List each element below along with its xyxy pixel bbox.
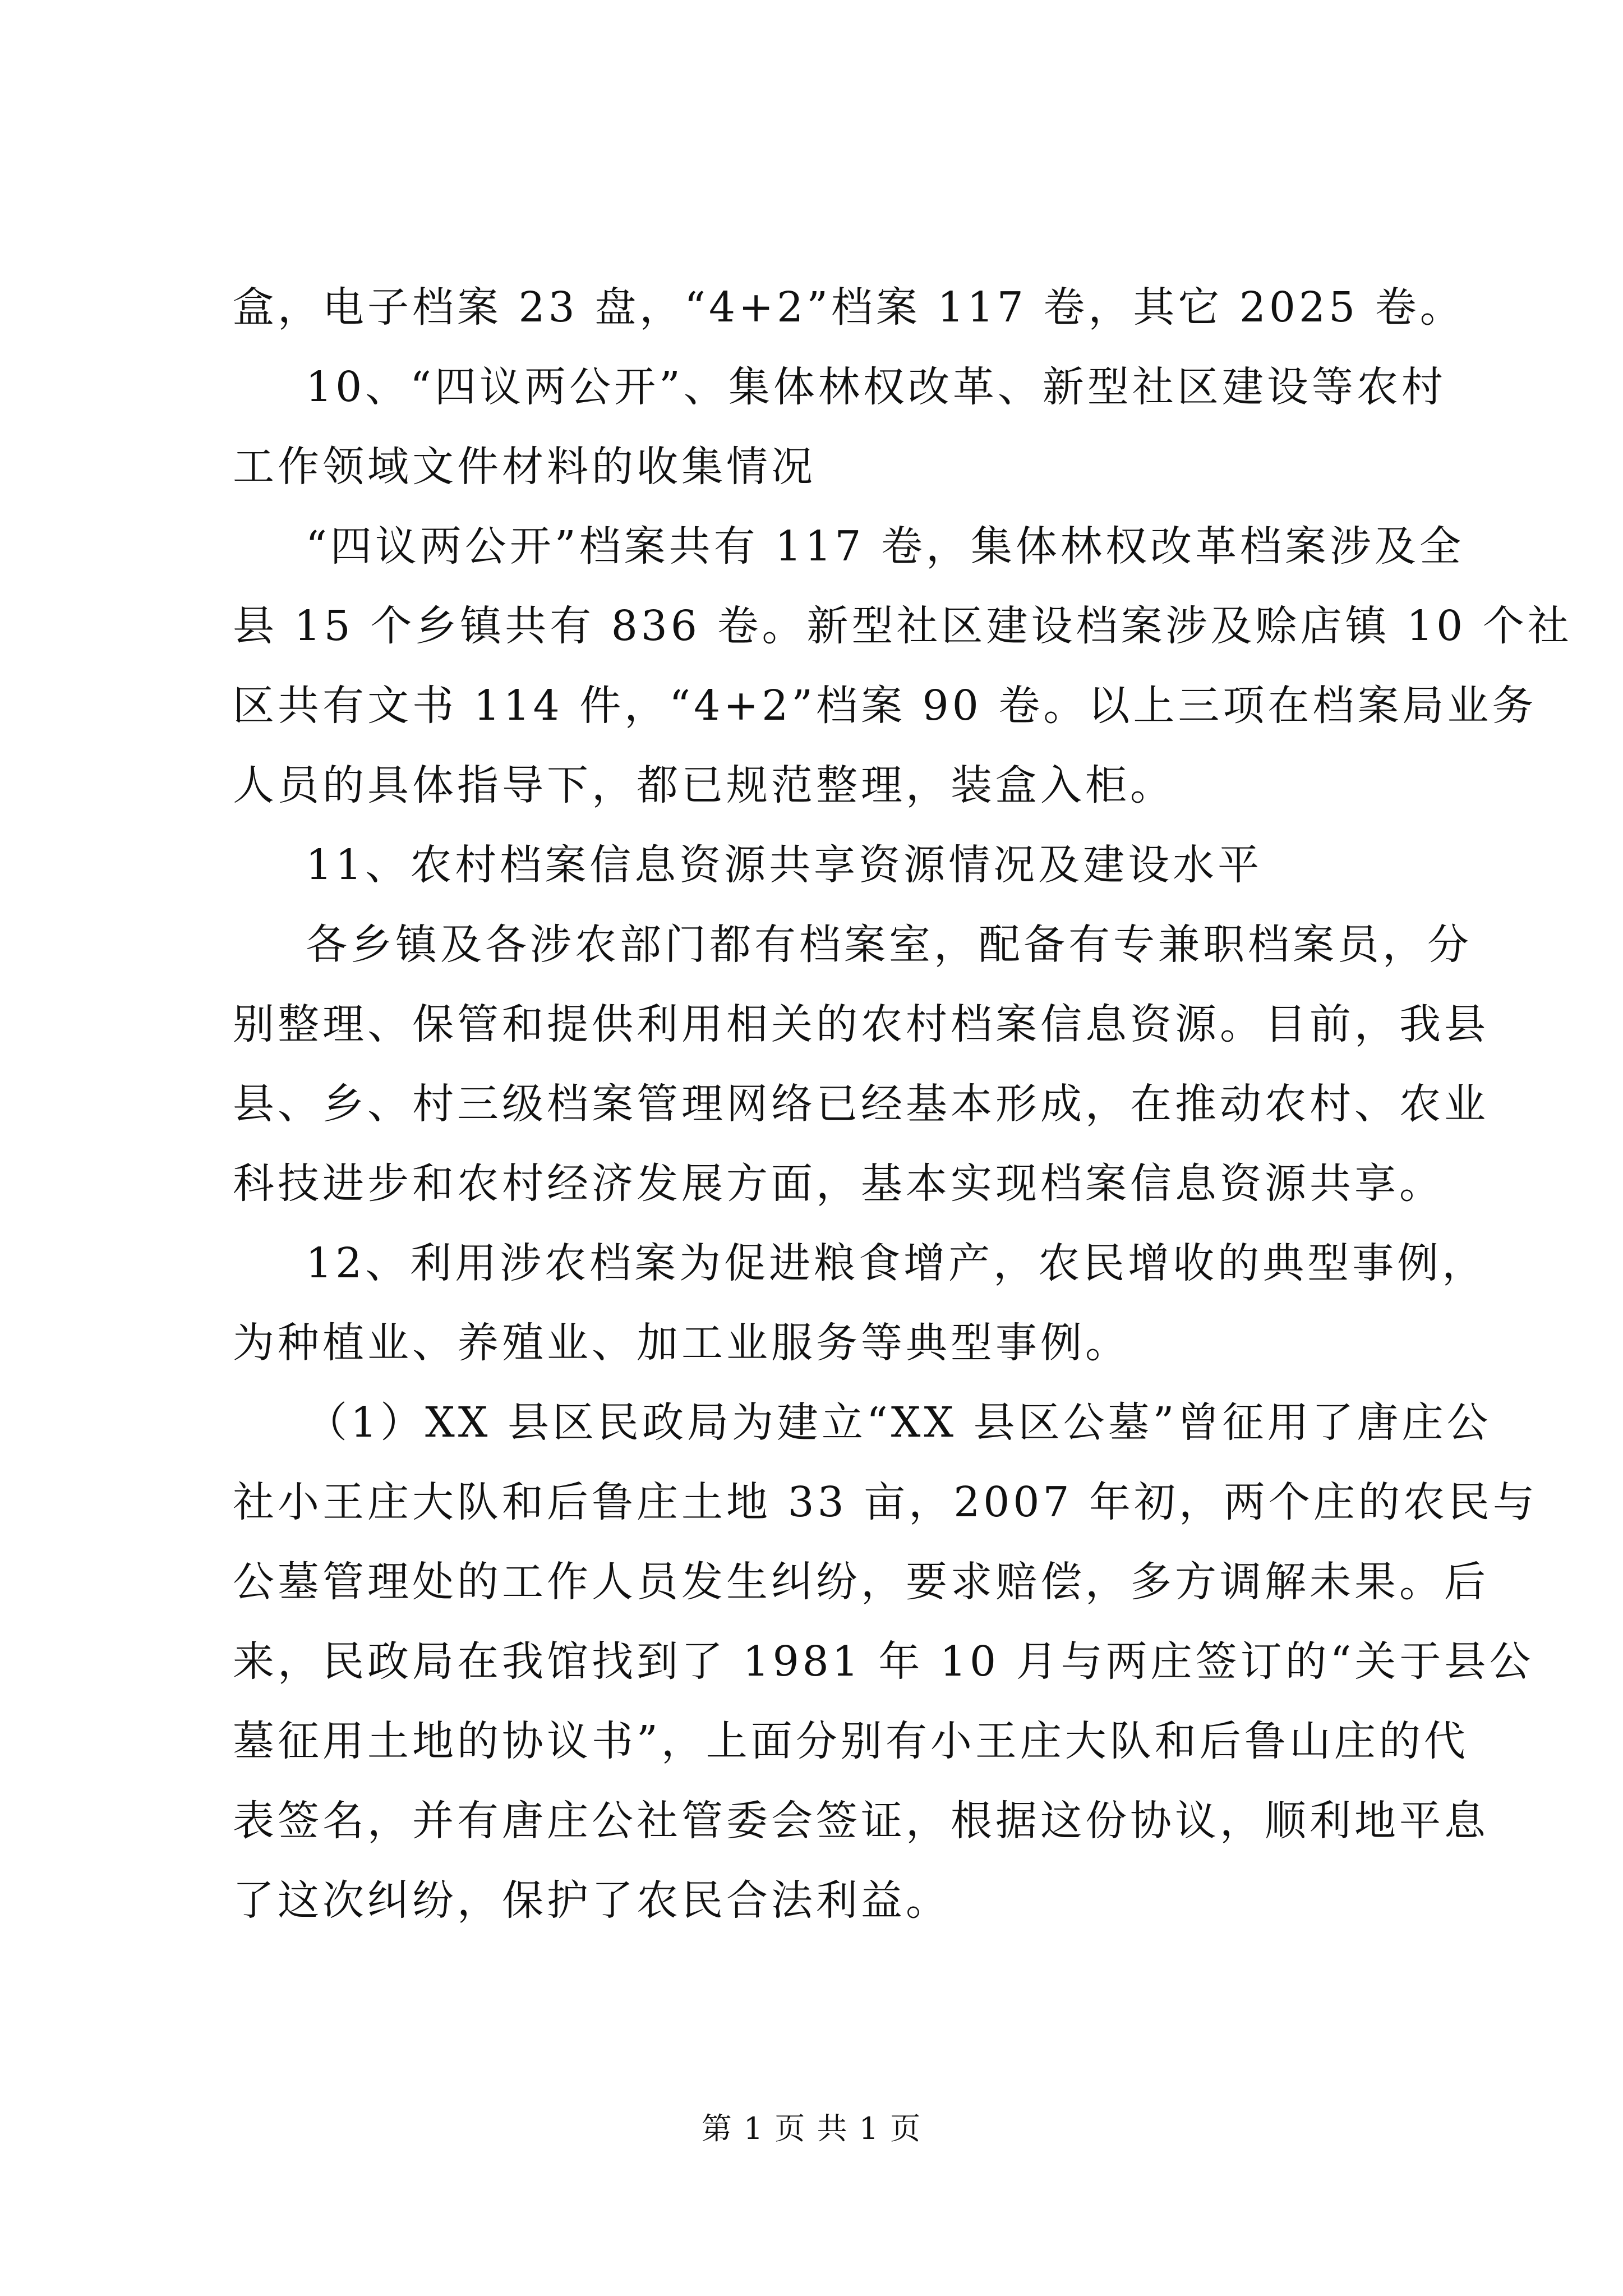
text-line-10: 别整理、保管和提供利用相关的农村档案信息资源。目前，我县 [233,1000,1489,1048]
text-line-21: 了这次纠纷，保护了农民合法利益。 [233,1876,951,1925]
text-line-6: 区共有文书 114 件，“4+2”档案 90 卷。以上三项在档案局业务 [233,682,1537,730]
page-footer: 第 1 页 共 1 页 [701,2111,922,2146]
text-line-14: 为种植业、养殖业、加工业服务等典型事例。 [233,1319,1130,1367]
text-line-19: 墓征用土地的协议书”，上面分别有小王庄大队和后鲁山庄的代 [233,1717,1469,1765]
text-line-1: 盒，电子档案 23 盘，“4+2”档案 117 卷，其它 2025 卷。 [233,283,1465,332]
text-line-5: 县 15 个乡镇共有 836 卷。新型社区建设档案涉及赊店镇 10 个社 [233,602,1573,650]
heading-item-11: 11、农村档案信息资源共享资源情况及建设水平 [306,841,1263,889]
text-line-18: 来，民政局在我馆找到了 1981 年 10 月与两庄签订的“关于县公 [233,1637,1534,1686]
heading-item-10: 10、“四议两公开”、集体林权改革、新型社区建设等农村 [306,363,1446,411]
text-line-7: 人员的具体指导下，都已规范整理，装盒入柜。 [233,761,1175,809]
heading-item-12: 12、利用涉农档案为促进粮食增产，农民增收的典型事例， [306,1239,1487,1287]
text-line-15: （1）XX 县区民政局为建立“XX 县区公墓”曾征用了唐庄公 [306,1398,1492,1447]
text-line-16: 社小王庄大队和后鲁庄土地 33 亩，2007 年初，两个庄的农民与 [233,1478,1538,1526]
text-line-17: 公墓管理处的工作人员发生纠纷，要求赔偿，多方调解未果。后 [233,1558,1489,1606]
text-line-4: “四议两公开”档案共有 117 卷，集体林权改革档案涉及全 [306,522,1464,570]
text-line-12: 科技进步和农村经济发展方面，基本实现档案信息资源共享。 [233,1159,1444,1208]
text-line-20: 表签名，并有唐庄公社管委会签证，根据这份协议，顺利地平息 [233,1797,1489,1845]
text-line-3: 工作领域文件材料的收集情况 [233,443,816,491]
text-line-11: 县、乡、村三级档案管理网络已经基本形成，在推动农村、农业 [233,1080,1489,1128]
text-line-9: 各乡镇及各涉农部门都有档案室，配备有专兼职档案员，分 [306,921,1472,969]
